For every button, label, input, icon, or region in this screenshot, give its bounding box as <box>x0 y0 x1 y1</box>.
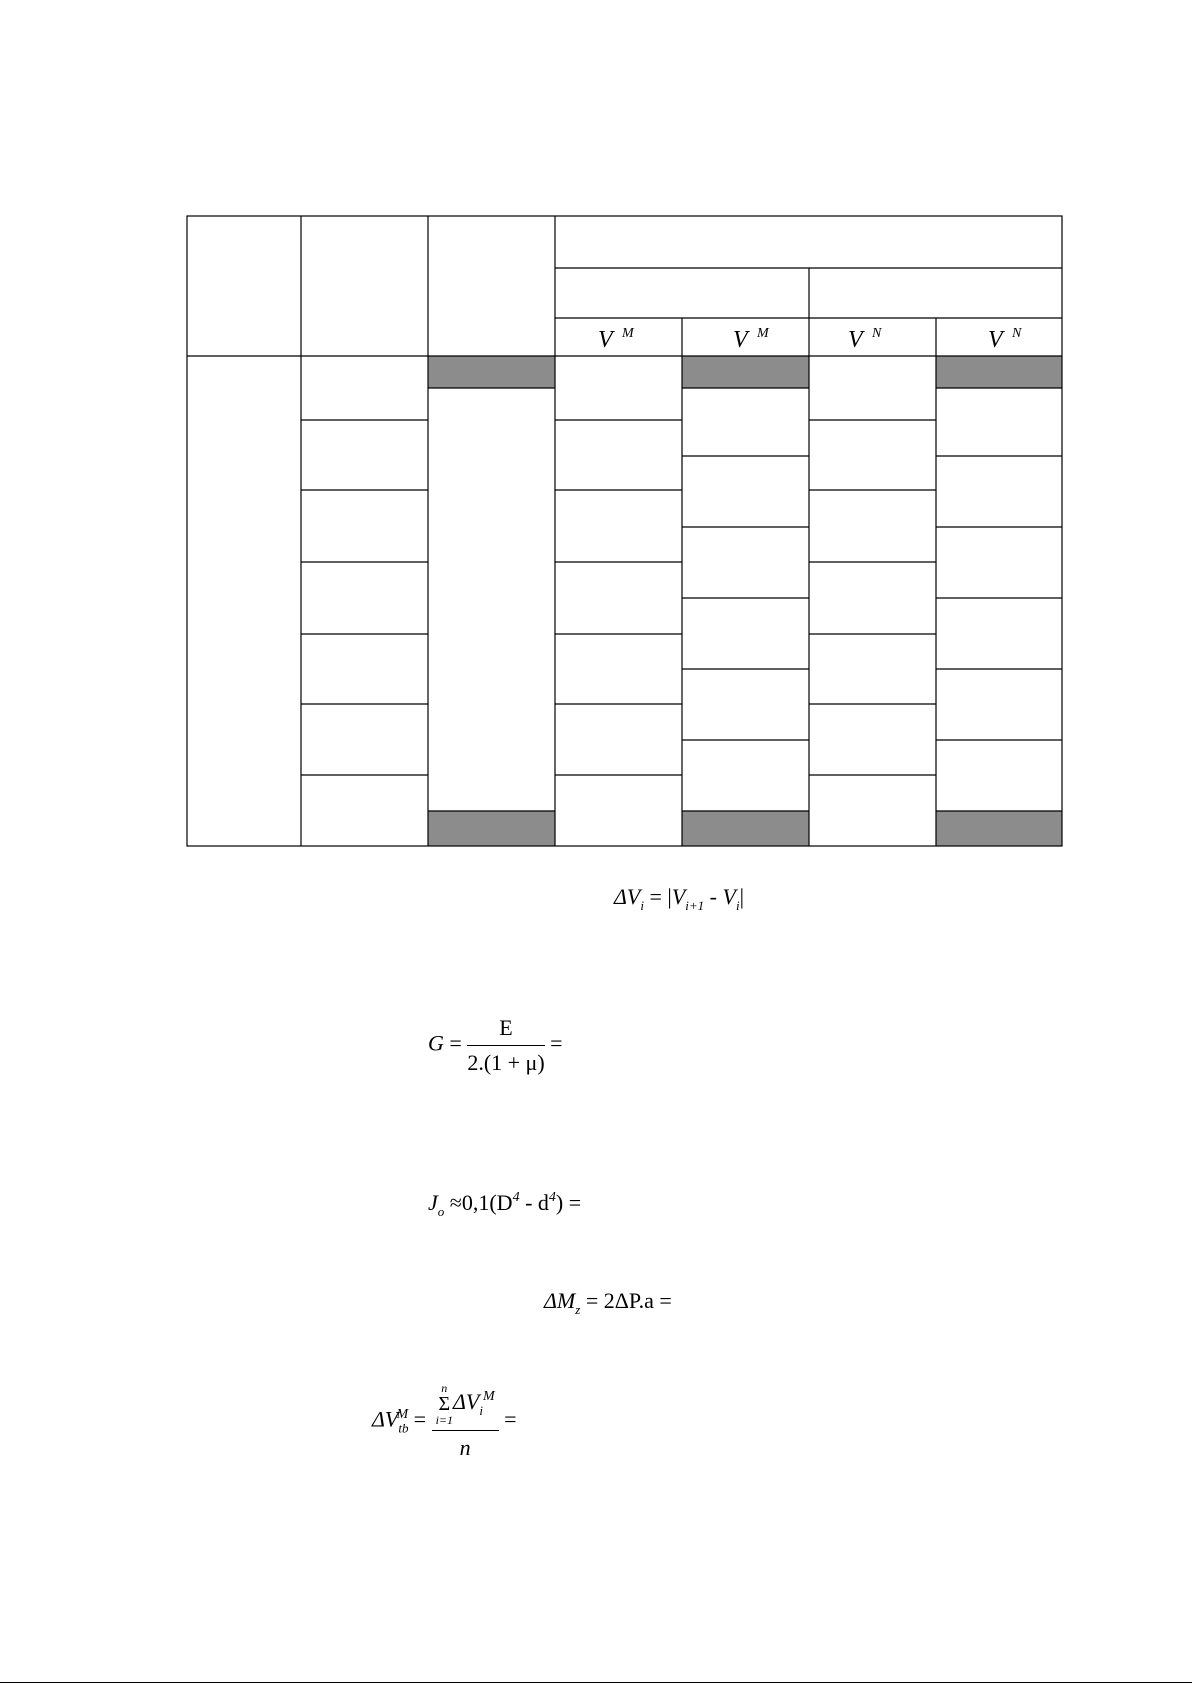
table-border <box>187 216 1062 846</box>
shear-eq: = <box>449 1030 462 1056</box>
avg-numerator <box>432 1382 499 1431</box>
sum-bottom: i=1 <box>435 1413 454 1427</box>
sum-top: n <box>441 1381 448 1395</box>
sum-sign: Σ <box>438 1393 451 1415</box>
shaded-cell <box>682 811 809 846</box>
torque-lhs: ΔM <box>544 1288 576 1313</box>
formula-torque <box>544 1288 672 1318</box>
torque-rhs: = 2ΔP.a = <box>585 1288 672 1313</box>
polar-mid: - d <box>519 1190 549 1215</box>
polar-approx: ≈0,1(D <box>449 1190 513 1215</box>
formula-average <box>372 1382 517 1461</box>
header-superscript-2: M <box>757 326 769 341</box>
formula-shear-modulus <box>428 1015 563 1076</box>
delta-v-lhs: ΔV <box>614 884 641 909</box>
header-superscript-4: N <box>1012 326 1022 341</box>
polar-tail: ) = <box>555 1190 582 1215</box>
shear-numerator: E <box>467 1015 544 1046</box>
avg-lhs: ΔV <box>372 1406 399 1432</box>
delta-v-minus: - <box>709 884 717 909</box>
shear-denominator: 2.(1 + μ) <box>467 1050 545 1075</box>
avg-eq: = <box>413 1406 427 1432</box>
header-label-1: V <box>598 327 613 353</box>
avg-num-sub: i <box>479 1403 483 1419</box>
shear-fraction <box>467 1015 544 1076</box>
formula-polar-moment <box>428 1190 581 1220</box>
torque-lhs-sub: z <box>575 1302 581 1317</box>
header-label-2: V <box>733 327 748 353</box>
page-bottom-rule <box>0 1682 1192 1683</box>
delta-v-term1-sub: i+1 <box>685 898 705 913</box>
header-superscript-1: M <box>622 326 634 341</box>
shear-tail: = <box>550 1030 563 1056</box>
abs-bar-left: | <box>667 884 672 909</box>
avg-denominator: n <box>459 1435 471 1460</box>
delta-v-term1: V <box>671 884 686 909</box>
header-label-4: V <box>988 327 1003 353</box>
polar-exp2: 4 <box>548 1190 556 1205</box>
avg-lhs-sup: M <box>396 1406 409 1422</box>
delta-v-eq: = <box>649 884 662 909</box>
avg-fraction <box>432 1382 499 1461</box>
abs-bar-right: | <box>739 884 744 909</box>
shaded-cell <box>428 356 555 388</box>
avg-lhs-sub: tb <box>398 1420 409 1436</box>
polar-lhs: J <box>428 1190 438 1215</box>
polar-lhs-sub: o <box>437 1204 445 1219</box>
shaded-cell <box>936 356 1062 388</box>
delta-v-lhs-sub: i <box>640 898 644 913</box>
avg-num-sup: M <box>483 1389 495 1405</box>
header-labels <box>598 326 1022 353</box>
delta-v-term2: V <box>722 884 736 909</box>
shaded-cell <box>682 356 809 388</box>
shear-lhs: G <box>428 1030 444 1056</box>
shaded-cell <box>936 811 1062 846</box>
shaded-cells <box>428 356 1062 846</box>
shaded-cell <box>428 811 555 846</box>
avg-num-term: ΔV <box>453 1389 480 1415</box>
delta-v-term2-sub: i <box>735 898 740 913</box>
formula-delta-v <box>614 884 744 914</box>
polar-exp1: 4 <box>512 1190 520 1205</box>
header-superscript-3: N <box>872 326 882 341</box>
table-grid <box>187 216 1062 846</box>
avg-tail: = <box>504 1406 517 1432</box>
header-label-3: V <box>848 327 863 353</box>
